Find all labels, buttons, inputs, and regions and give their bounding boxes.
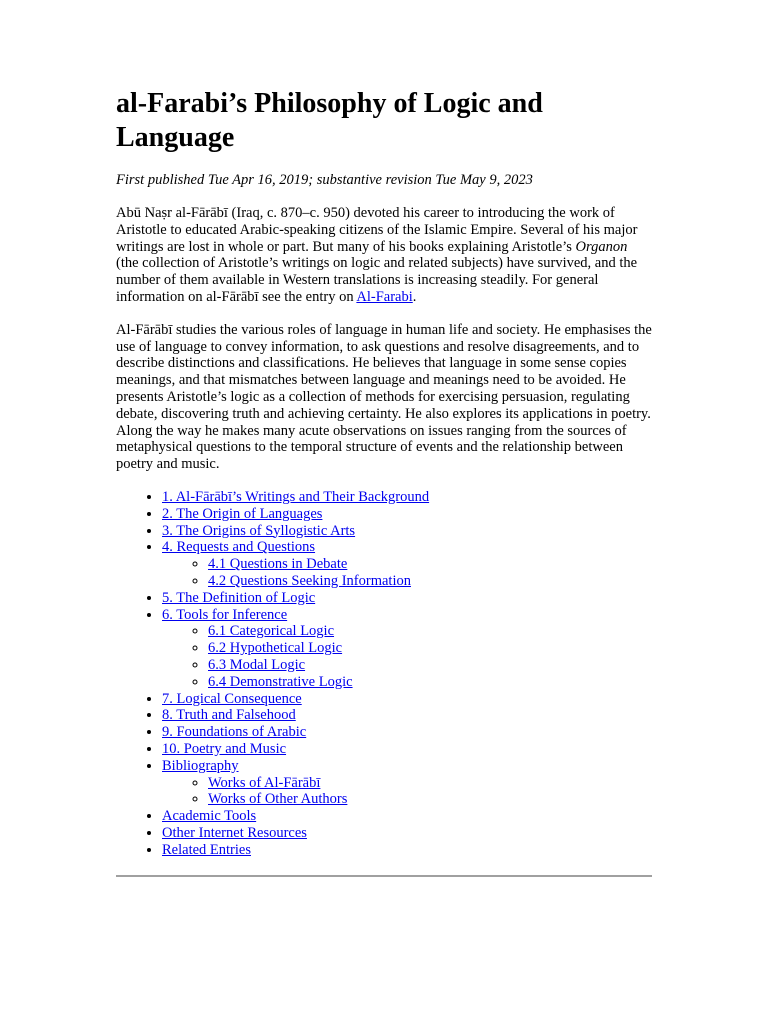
toc-link-2[interactable]: 2. The Origin of Languages <box>162 505 323 522</box>
toc-subitem <box>208 791 652 808</box>
toc-link-10[interactable]: 10. Poetry and Music <box>162 740 287 757</box>
toc-item <box>162 724 652 741</box>
toc-item <box>162 842 652 859</box>
toc-subitem <box>208 775 652 792</box>
toc-link-works-of-al-farabi[interactable]: Works of Al-Fārābī <box>208 774 321 791</box>
toc-subitem <box>208 640 652 657</box>
intro-text-end: . <box>412 288 417 305</box>
toc-item <box>162 691 652 708</box>
toc-item <box>162 590 652 607</box>
intro-paragraph-1 <box>116 205 652 306</box>
toc-link-6-2[interactable]: 6.2 Hypothetical Logic <box>208 640 343 657</box>
toc-link-related-entries[interactable]: Related Entries <box>162 841 251 858</box>
toc-link-6-3[interactable]: 6.3 Modal Logic <box>208 656 306 673</box>
toc-subitem <box>208 623 652 640</box>
toc-sublist-6 <box>162 623 652 690</box>
toc-link-4[interactable]: 4. Requests and Questions <box>162 539 316 556</box>
toc-subitem <box>208 657 652 674</box>
toc-link-7[interactable]: 7. Logical Consequence <box>162 690 302 707</box>
toc-link-3[interactable]: 3. The Origins of Syllogistic Arts <box>162 522 356 539</box>
section-divider <box>116 875 652 877</box>
toc-item <box>162 707 652 724</box>
toc-item <box>162 506 652 523</box>
toc-link-9[interactable]: 9. Foundations of Arabic <box>162 724 307 741</box>
intro-text-2: (the collection of Aristotle’s writings on logic and related subjects) have survived, and the number of them available in Western translations is increasing steadily. For general information on al-Fārābī see the entry on <box>116 255 638 305</box>
toc-link-8[interactable]: 8. Truth and Falsehood <box>162 707 296 724</box>
toc-subitem <box>208 674 652 691</box>
toc-sublist-bibliography <box>162 775 652 809</box>
toc-item <box>162 607 652 691</box>
intro-text-1: Abū Naṣr al-Fārābī (Iraq, c. 870–c. 950) devoted his career to introducing the work of Aristotle to educated Arabic-speaking citizens of the Islamic Empire. Several of his major writings are lost in whole or part. But many of his books explaining Aristotle’s <box>116 205 638 255</box>
toc-subitem <box>208 556 652 573</box>
toc-link-5[interactable]: 5. The Definition of Logic <box>162 589 316 606</box>
toc-item <box>162 758 652 808</box>
toc-item <box>162 825 652 842</box>
table-of-contents <box>116 489 652 859</box>
toc-link-6[interactable]: 6. Tools for Inference <box>162 606 288 623</box>
toc-item <box>162 808 652 825</box>
toc-sublist-4 <box>162 556 652 590</box>
toc-link-4-2[interactable]: 4.2 Questions Seeking Information <box>208 572 411 589</box>
toc-subitem <box>208 573 652 590</box>
toc-link-works-of-other-authors[interactable]: Works of Other Authors <box>208 791 348 808</box>
toc-link-bibliography[interactable]: Bibliography <box>162 757 239 774</box>
organon-emphasis: Organon <box>575 238 628 255</box>
toc-item <box>162 489 652 506</box>
toc-link-academic-tools[interactable]: Academic Tools <box>162 808 257 825</box>
toc-link-6-1[interactable]: 6.1 Categorical Logic <box>208 623 335 640</box>
toc-link-other-internet-resources[interactable]: Other Internet Resources <box>162 824 307 841</box>
page-title: al-Farabi’s Philosophy of Logic and Language <box>116 88 543 153</box>
intro-paragraph-2: Al-Fārābī studies the various roles of language in human life and society. He emphasises the use of language to convey information, to ask questions and resolve disagreements, and to describe distinctions and classifications. He believes that language in some sense copies meanings, and that mismatches between language and meanings need to be avoided. He presents Aristotle’s logic as a collection of methods for exercising persuasion, regulating debate, discovering truth and achieving certainty. He also explores its applications in poetry. Along the way he makes many acute observations on issues ranging from the sources of metaphysical questions to the temporal structure of events and the relationship between poetry and music. <box>116 321 652 473</box>
toc-link-1[interactable]: 1. Al-Fārābī’s Writings and Their Background <box>162 488 430 505</box>
toc-item <box>162 741 652 758</box>
toc-link-4-1[interactable]: 4.1 Questions in Debate <box>208 556 348 573</box>
toc-link-6-4[interactable]: 6.4 Demonstrative Logic <box>208 673 353 690</box>
toc-item <box>162 523 652 540</box>
al-farabi-entry-link[interactable]: Al-Farabi <box>356 288 413 305</box>
publication-info: First published Tue Apr 16, 2019; substantive revision Tue May 9, 2023 <box>116 172 533 188</box>
toc-item <box>162 539 652 589</box>
